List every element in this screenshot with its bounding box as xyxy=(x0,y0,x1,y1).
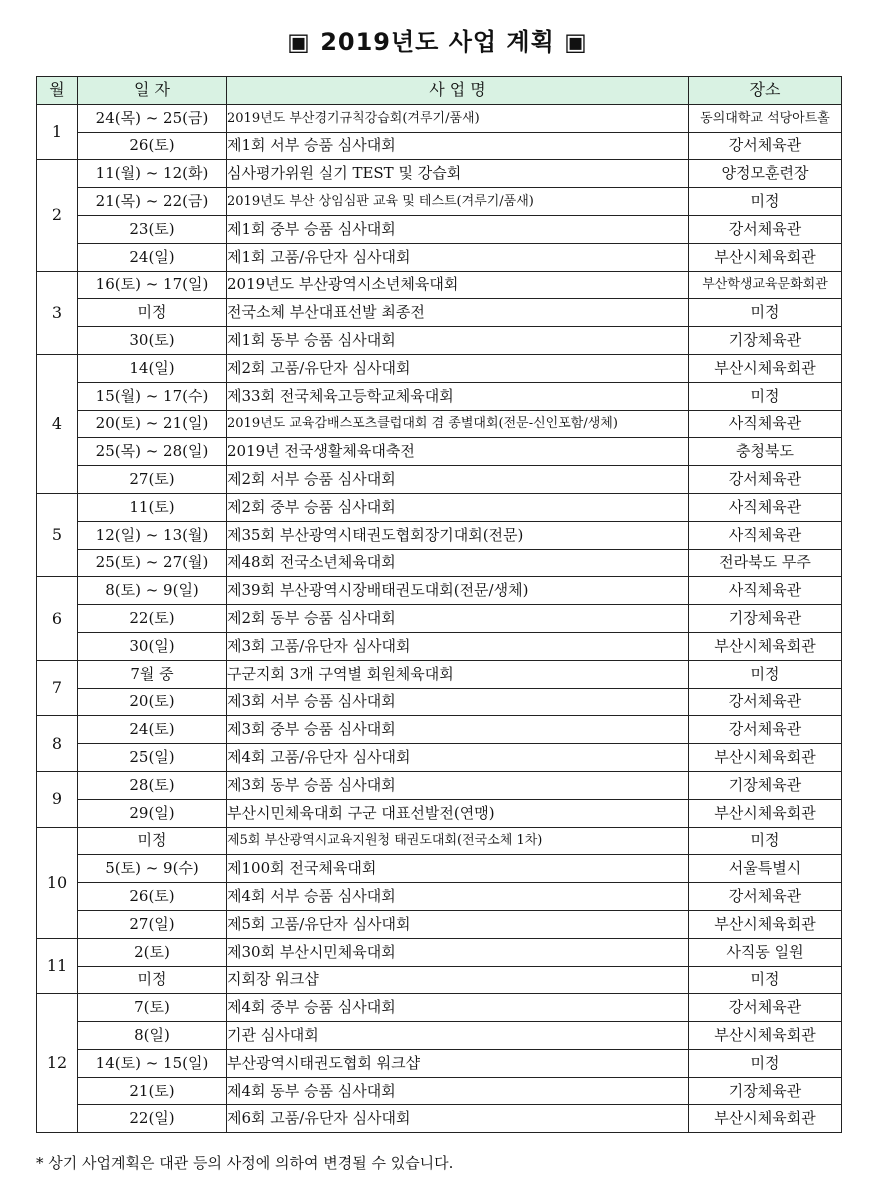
place-cell: 부산시체육회관 xyxy=(689,910,842,938)
table-row xyxy=(37,1022,842,1050)
event-cell: 제2회 고품/유단자 심사대회 xyxy=(227,354,689,382)
date-cell: 8(일) xyxy=(78,1022,227,1050)
table-row xyxy=(37,910,842,938)
date-cell: 25(일) xyxy=(78,744,227,772)
event-cell: 제1회 고품/유단자 심사대회 xyxy=(227,243,689,271)
table-row xyxy=(37,382,842,410)
date-cell: 20(토) xyxy=(78,688,227,716)
place-cell: 부산시체육회관 xyxy=(689,1105,842,1133)
event-cell: 제1회 서부 승품 심사대회 xyxy=(227,132,689,160)
event-cell: 심사평가위원 실기 TEST 및 강습회 xyxy=(227,160,689,188)
place-cell: 강서체육관 xyxy=(689,688,842,716)
date-cell: 27(토) xyxy=(78,466,227,494)
event-cell: 제6회 고품/유단자 심사대회 xyxy=(227,1105,689,1133)
event-cell: 제4회 동부 승품 심사대회 xyxy=(227,1077,689,1105)
table-row xyxy=(37,327,842,355)
event-cell: 제1회 중부 승품 심사대회 xyxy=(227,215,689,243)
place-cell: 양정모훈련장 xyxy=(689,160,842,188)
month-cell: 12 xyxy=(37,994,78,1133)
month-cell: 4 xyxy=(37,354,78,493)
event-cell: 제2회 중부 승품 심사대회 xyxy=(227,493,689,521)
event-cell: 제3회 고품/유단자 심사대회 xyxy=(227,632,689,660)
place-cell: 강서체육관 xyxy=(689,466,842,494)
month-cell: 5 xyxy=(37,493,78,576)
table-row xyxy=(37,744,842,772)
event-cell: 제5회 고품/유단자 심사대회 xyxy=(227,910,689,938)
event-cell: 제1회 동부 승품 심사대회 xyxy=(227,327,689,355)
date-cell: 미정 xyxy=(78,827,227,855)
place-cell: 부산시체육회관 xyxy=(689,243,842,271)
place-cell: 기장체육관 xyxy=(689,1077,842,1105)
table-row xyxy=(37,188,842,216)
table-row xyxy=(37,938,842,966)
event-cell: 제3회 중부 승품 심사대회 xyxy=(227,716,689,744)
month-cell: 6 xyxy=(37,577,78,660)
place-cell: 부산시체육회관 xyxy=(689,632,842,660)
table-row xyxy=(37,104,842,132)
table-row xyxy=(37,438,842,466)
date-cell: 25(목) ~ 28(일) xyxy=(78,438,227,466)
table-row xyxy=(37,883,842,911)
date-cell: 21(목) ~ 22(금) xyxy=(78,188,227,216)
place-cell: 동의대학교 석당아트홀 xyxy=(689,104,842,132)
month-cell: 3 xyxy=(37,271,78,354)
event-cell: 2019년 전국생활체육대축전 xyxy=(227,438,689,466)
place-cell: 서울특별시 xyxy=(689,855,842,883)
event-cell: 제48회 전국소년체육대회 xyxy=(227,549,689,577)
date-cell: 29(일) xyxy=(78,799,227,827)
date-cell: 23(토) xyxy=(78,215,227,243)
date-cell: 24(토) xyxy=(78,716,227,744)
place-cell: 미정 xyxy=(689,1049,842,1077)
event-cell: 전국소체 부산대표선발 최종전 xyxy=(227,299,689,327)
date-cell: 11(월) ~ 12(화) xyxy=(78,160,227,188)
table-row xyxy=(37,466,842,494)
place-cell: 강서체육관 xyxy=(689,883,842,911)
event-cell: 제33회 전국체육고등학교체육대회 xyxy=(227,382,689,410)
date-cell: 7(토) xyxy=(78,994,227,1022)
table-row xyxy=(37,827,842,855)
place-cell: 기장체육관 xyxy=(689,327,842,355)
month-cell: 1 xyxy=(37,104,78,160)
table-row xyxy=(37,966,842,994)
table-row xyxy=(37,549,842,577)
event-cell: 2019년도 부산광역시소년체육대회 xyxy=(227,271,689,299)
date-cell: 20(토) ~ 21(일) xyxy=(78,410,227,438)
event-cell: 기관 심사대회 xyxy=(227,1022,689,1050)
header-date: 일 자 xyxy=(78,77,227,105)
date-cell: 30(일) xyxy=(78,632,227,660)
date-cell: 8(토) ~ 9(일) xyxy=(78,577,227,605)
table-row xyxy=(37,632,842,660)
date-cell: 26(토) xyxy=(78,132,227,160)
place-cell: 부산학생교육문화회관 xyxy=(689,271,842,299)
event-cell: 제2회 서부 승품 심사대회 xyxy=(227,466,689,494)
date-cell: 14(토) ~ 15(일) xyxy=(78,1049,227,1077)
place-cell: 미정 xyxy=(689,188,842,216)
table-row xyxy=(37,716,842,744)
date-cell: 24(목) ~ 25(금) xyxy=(78,104,227,132)
event-cell: 제4회 중부 승품 심사대회 xyxy=(227,994,689,1022)
event-cell: 제4회 고품/유단자 심사대회 xyxy=(227,744,689,772)
event-cell: 제3회 동부 승품 심사대회 xyxy=(227,771,689,799)
date-cell: 25(토) ~ 27(월) xyxy=(78,549,227,577)
month-cell: 9 xyxy=(37,771,78,827)
table-row xyxy=(37,271,842,299)
event-cell: 지회장 워크샵 xyxy=(227,966,689,994)
event-cell: 2019년도 부산 상임심판 교육 및 테스트(겨루기/품새) xyxy=(227,188,689,216)
place-cell: 기장체육관 xyxy=(689,771,842,799)
table-row xyxy=(37,605,842,633)
table-row xyxy=(37,771,842,799)
table-row xyxy=(37,410,842,438)
date-cell: 24(일) xyxy=(78,243,227,271)
table-row xyxy=(37,660,842,688)
place-cell: 부산시체육회관 xyxy=(689,1022,842,1050)
page-title: ▣ 2019년도 사업 계획 ▣ xyxy=(287,28,588,56)
table-row xyxy=(37,354,842,382)
date-cell: 미정 xyxy=(78,299,227,327)
date-cell: 26(토) xyxy=(78,883,227,911)
month-cell: 2 xyxy=(37,160,78,271)
place-cell: 사직체육관 xyxy=(689,410,842,438)
event-cell: 제30회 부산시민체육대회 xyxy=(227,938,689,966)
place-cell: 부산시체육회관 xyxy=(689,744,842,772)
place-cell: 강서체육관 xyxy=(689,716,842,744)
table-row xyxy=(37,688,842,716)
event-cell: 제2회 동부 승품 심사대회 xyxy=(227,605,689,633)
date-cell: 21(토) xyxy=(78,1077,227,1105)
table-row xyxy=(37,521,842,549)
date-cell: 11(토) xyxy=(78,493,227,521)
event-cell: 2019년도 교육감배스포츠클럽대회 겸 종별대회(전문-신인포함/생체) xyxy=(227,410,689,438)
footnote: * 상기 사업계획은 대관 등의 사정에 의하여 변경될 수 있습니다. xyxy=(36,1154,454,1172)
place-cell: 전라북도 무주 xyxy=(689,549,842,577)
event-cell: 제3회 서부 승품 심사대회 xyxy=(227,688,689,716)
place-cell: 기장체육관 xyxy=(689,605,842,633)
header-event: 사 업 명 xyxy=(227,77,689,105)
month-cell: 11 xyxy=(37,938,78,994)
place-cell: 미정 xyxy=(689,299,842,327)
event-cell: 제100회 전국체육대회 xyxy=(227,855,689,883)
date-cell: 28(토) xyxy=(78,771,227,799)
event-cell: 2019년도 부산경기규칙강습회(겨루기/품새) xyxy=(227,104,689,132)
date-cell: 22(토) xyxy=(78,605,227,633)
month-cell: 10 xyxy=(37,827,78,938)
table-row xyxy=(37,493,842,521)
table-header-row xyxy=(37,77,842,105)
place-cell: 강서체육관 xyxy=(689,132,842,160)
header-place: 장소 xyxy=(689,77,842,105)
month-cell: 8 xyxy=(37,716,78,772)
month-cell: 7 xyxy=(37,660,78,716)
date-cell: 14(일) xyxy=(78,354,227,382)
place-cell: 강서체육관 xyxy=(689,994,842,1022)
date-cell: 16(토) ~ 17(일) xyxy=(78,271,227,299)
date-cell: 15(월) ~ 17(수) xyxy=(78,382,227,410)
table-row xyxy=(37,1077,842,1105)
table-row xyxy=(37,1105,842,1133)
event-cell: 부산시민체육대회 구군 대표선발전(연맹) xyxy=(227,799,689,827)
event-cell: 제39회 부산광역시장배태권도대회(전문/생체) xyxy=(227,577,689,605)
place-cell: 사직체육관 xyxy=(689,577,842,605)
place-cell: 사직체육관 xyxy=(689,521,842,549)
event-cell: 제5회 부산광역시교육지원청 태권도대회(전국소체 1차) xyxy=(227,827,689,855)
event-cell: 제35회 부산광역시태권도협회장기대회(전문) xyxy=(227,521,689,549)
table-row xyxy=(37,132,842,160)
table-body xyxy=(37,104,842,1132)
date-cell: 30(토) xyxy=(78,327,227,355)
date-cell: 22(일) xyxy=(78,1105,227,1133)
place-cell: 미정 xyxy=(689,827,842,855)
date-cell: 7월 중 xyxy=(78,660,227,688)
place-cell: 사직체육관 xyxy=(689,493,842,521)
place-cell: 강서체육관 xyxy=(689,215,842,243)
table-row xyxy=(37,243,842,271)
header-month: 월 xyxy=(37,77,78,105)
table-row xyxy=(37,855,842,883)
table-row xyxy=(37,799,842,827)
table-row xyxy=(37,215,842,243)
place-cell: 충청북도 xyxy=(689,438,842,466)
event-cell: 구군지회 3개 구역별 회원체육대회 xyxy=(227,660,689,688)
date-cell: 27(일) xyxy=(78,910,227,938)
date-cell: 2(토) xyxy=(78,938,227,966)
table-row xyxy=(37,994,842,1022)
business-plan-table xyxy=(36,76,842,1133)
table-row xyxy=(37,299,842,327)
table-row xyxy=(37,160,842,188)
place-cell: 부산시체육회관 xyxy=(689,354,842,382)
event-cell: 제4회 서부 승품 심사대회 xyxy=(227,883,689,911)
table-row xyxy=(37,1049,842,1077)
place-cell: 사직동 일원 xyxy=(689,938,842,966)
place-cell: 미정 xyxy=(689,966,842,994)
date-cell: 12(일) ~ 13(월) xyxy=(78,521,227,549)
date-cell: 5(토) ~ 9(수) xyxy=(78,855,227,883)
date-cell: 미정 xyxy=(78,966,227,994)
place-cell: 부산시체육회관 xyxy=(689,799,842,827)
table-row xyxy=(37,577,842,605)
place-cell: 미정 xyxy=(689,660,842,688)
place-cell: 미정 xyxy=(689,382,842,410)
event-cell: 부산광역시태권도협회 워크샵 xyxy=(227,1049,689,1077)
